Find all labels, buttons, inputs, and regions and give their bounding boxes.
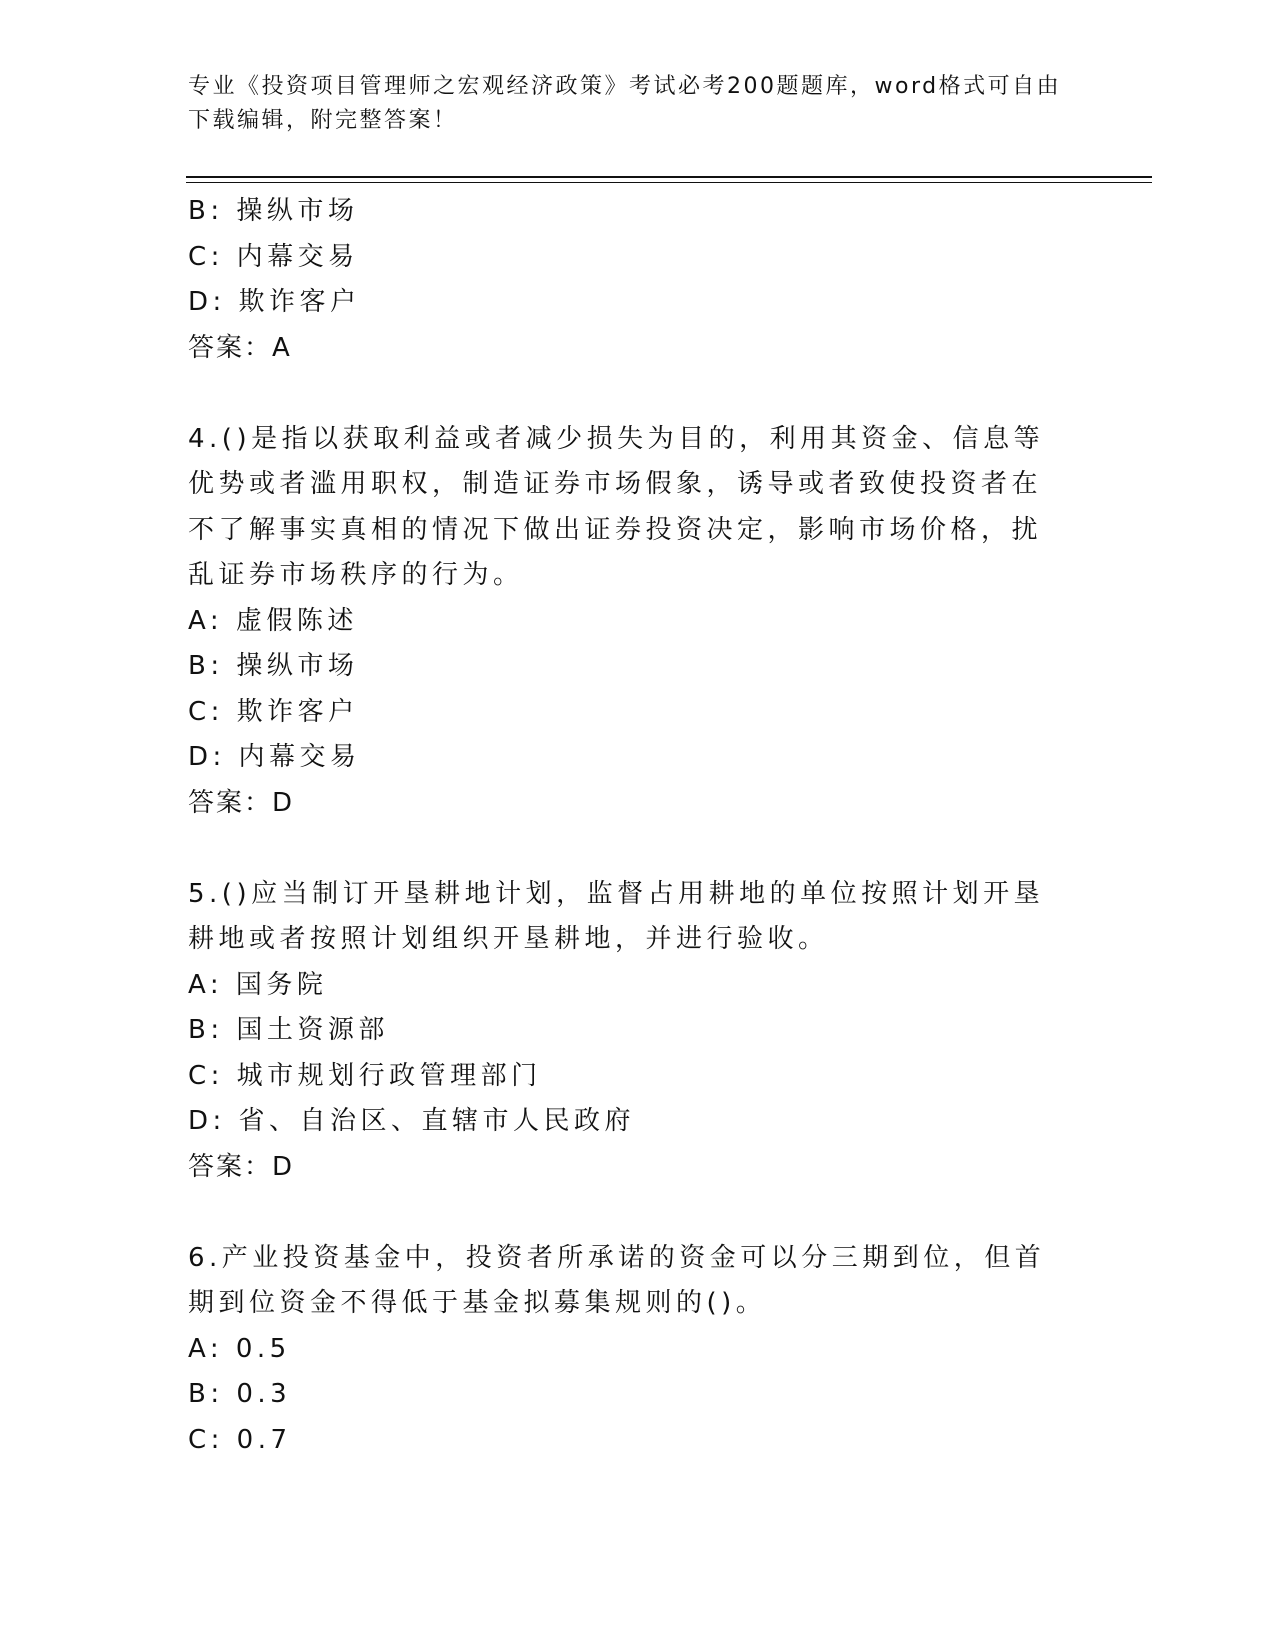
question-3-remainder (188, 189, 1068, 371)
option-c: C: 城市规划行政管理部门 (188, 1060, 542, 1091)
document-header (188, 70, 1068, 138)
option-c: C: 0.7 (188, 1424, 292, 1455)
option-d: D: 省、自治区、直辖市人民政府 (188, 1106, 636, 1136)
answer-line (188, 1145, 1068, 1191)
option-d: D: 内幕交易 (188, 742, 361, 772)
option-b: B: 操纵市场 (188, 651, 359, 681)
question-spacer (188, 371, 1068, 417)
option-b: B: 国土资源部 (188, 1015, 389, 1045)
answer-label: 答案： (188, 1151, 273, 1182)
answer-line (188, 326, 1068, 372)
option-a: A: 虚假陈述 (188, 605, 358, 636)
question-5 (188, 872, 1068, 1191)
option-d: D: 欺诈客户 (188, 287, 361, 317)
question-6 (188, 1236, 1068, 1464)
question-stem: 5.()应当制订开垦耕地计划，监督占用耕地的单位按照计划开垦耕地或者按照计划组织开垦耕地，并进行验收。 (188, 878, 1045, 954)
option-c: C: 欺诈客户 (188, 696, 359, 727)
question-spacer (188, 1190, 1068, 1236)
answer-label: 答案： (188, 332, 273, 363)
header-double-rule (186, 176, 1152, 183)
answer-label: 答案： (188, 787, 273, 818)
option-a: A: 0.5 (188, 1333, 291, 1364)
question-stem: 6.产业投资基金中，投资者所承诺的资金可以分三期到位，但首期到位资金不得低于基金拟募集规则的()。 (188, 1242, 1046, 1318)
header-text: 专业《投资项目管理师之宏观经济政策》考试必考200题题库，word格式可自由下载编辑，附完整答案！ (188, 74, 1062, 133)
question-stem: 4.()是指以获取利益或者减少损失为目的，利用其资金、信息等优势或者滥用职权，制造证券市场假象，诱导或者致使投资者在不了解事实真相的情况下做出证券投资决定，影响市场价格，扰乱证券市场秩序的行为。 (188, 423, 1045, 590)
option-c: C: 内幕交易 (188, 241, 359, 272)
option-b: B: 0.3 (188, 1379, 292, 1409)
answer-value: A (272, 332, 291, 363)
question-4 (188, 417, 1068, 827)
answer-value: D (272, 1151, 294, 1182)
question-spacer (188, 826, 1068, 872)
option-b: B: 操纵市场 (188, 196, 359, 226)
document-body (188, 189, 1068, 1463)
answer-value: D (272, 787, 294, 818)
answer-line (188, 781, 1068, 827)
option-a: A: 国务院 (188, 969, 328, 1000)
